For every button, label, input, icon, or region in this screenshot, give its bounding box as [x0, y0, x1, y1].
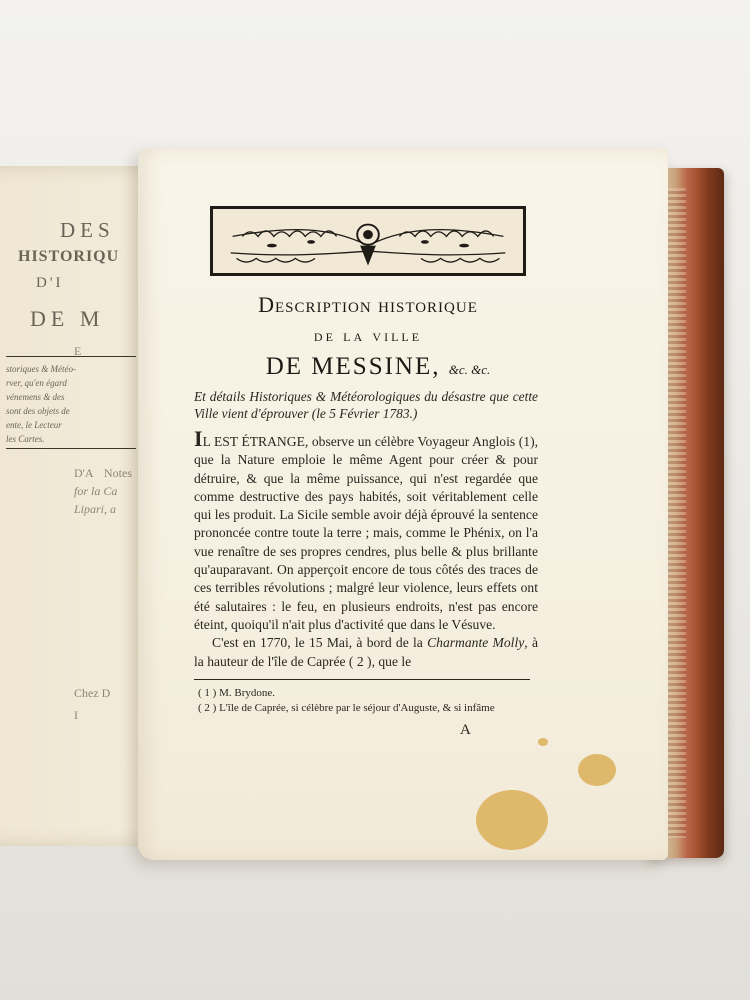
left-page-note-line: les Cartes. — [6, 434, 45, 444]
paragraph-text: C'est en 1770, le 15 Mai, à bord de la — [212, 635, 423, 651]
page-title-sub: de la ville — [313, 326, 423, 345]
left-page-fragment: Chez D — [74, 686, 111, 700]
body-text — [194, 426, 538, 671]
book-page — [138, 148, 668, 860]
paragraph-text: L EST ÉTRANGE, observe un célèbre Voyageur Anglois (1), que la Nature emploie le même Agent pour créer & pour détruire, & que la même puissance, qui n'est regardée que comme destructive des pays habités, soit véritablement celle qui les produit. La Sicile semble avoir déjà éprouvé la sentence prononcée contre toute la terre ; mais, comme le Phénix, on l'a vue renaître de ses propres cendres, plus belle & plus brillante qu'auparavant. On apperçoit encore de tous côtés des traces de ces terribles révolutions ; malgré leur violence, leurs effets ont été salutaires : le feu, en plusieurs endroits, n'est pas encore éteint, quoiqu'il n'ait plus d'activité que dans le Vésuve. — [194, 434, 538, 632]
stain — [538, 738, 548, 746]
left-page-fragment: Notes — [104, 466, 132, 480]
drop-cap: I — [194, 426, 203, 451]
page-subtitle: Et détails Historiques & Météorologiques du désastre que cette Ville vient d'éprouver (le 5 Février 1783.) — [194, 389, 538, 421]
paragraph — [194, 426, 538, 634]
stain — [578, 754, 616, 786]
left-page-note-line: rver, qu'en égard — [6, 378, 67, 388]
ship-name: Charmante Molly — [427, 635, 525, 651]
left-page-fragment: D'A — [74, 466, 94, 480]
footnote: ( 2 ) L'île de Caprée, si célèbre par le séjour d'Auguste, & si infâme — [198, 702, 495, 714]
left-page-fragment: I — [74, 708, 78, 722]
paragraph-text: , à la hauteur de l'île de Caprée ( 2 ), que le — [194, 635, 538, 669]
footnotes — [198, 686, 534, 716]
headpiece-ornament-icon — [213, 209, 523, 273]
left-page-note-line: ente, le Lecteur — [6, 420, 62, 430]
page-title: Description historique — [258, 292, 478, 317]
left-page-title-line: DE M — [30, 306, 105, 331]
city-etc: &c. &c. — [448, 362, 491, 377]
left-page-rule — [6, 356, 136, 357]
left-page-fragment: Lipari, a — [74, 502, 117, 516]
left-page-note-line: sont des objets de — [6, 406, 70, 416]
left-page-fragment: for la Ca — [74, 484, 118, 498]
page-title-city — [178, 353, 578, 381]
paragraph — [194, 634, 538, 671]
city-name: DE MESSINE, — [265, 353, 441, 380]
ornamental-headpiece — [210, 206, 526, 276]
left-page-note-line: vénemens & des — [6, 392, 65, 402]
left-page-title-line: D'I — [36, 275, 64, 291]
stain — [476, 790, 548, 850]
signature-mark: A — [460, 722, 471, 738]
left-page-note-line: storiques & Météo- — [6, 364, 76, 374]
footnote: ( 1 ) M. Brydone. — [198, 687, 275, 699]
footnote-rule — [194, 679, 530, 680]
left-page-rule — [6, 448, 136, 449]
left-page-title-line: DES — [60, 218, 115, 242]
left-page-fragment: E — [74, 344, 82, 358]
left-page-title-line: HISTORIQU — [18, 248, 120, 265]
